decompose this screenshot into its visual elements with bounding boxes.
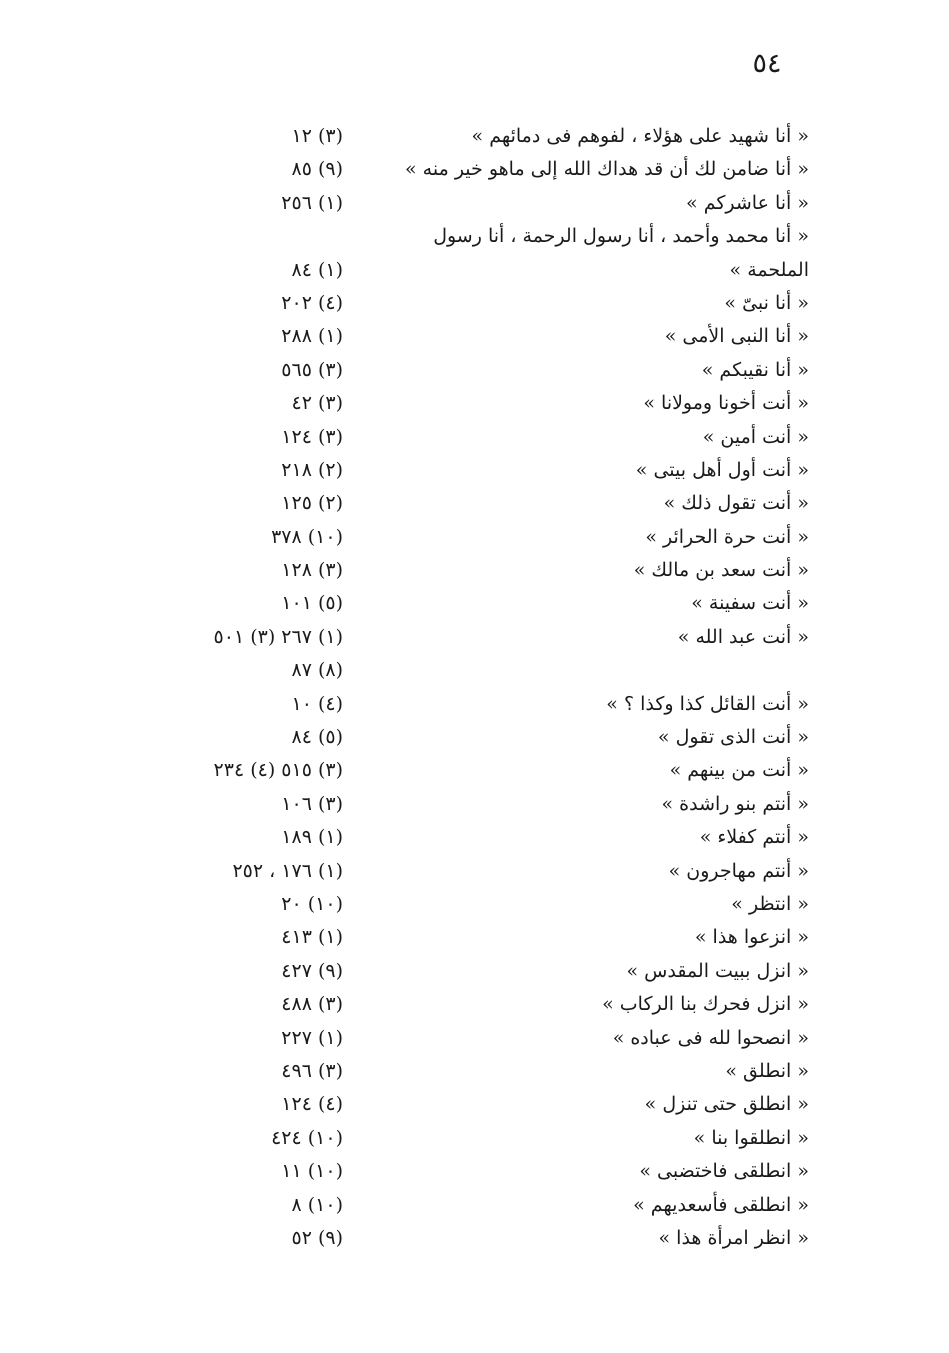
entry-ref: (٤) ١٠ (291, 692, 343, 715)
index-entry (0, 320, 949, 353)
entry-ref: (٤) ٢٠٢ (281, 291, 343, 314)
index-entry (0, 721, 949, 754)
index-entry (0, 955, 949, 988)
entry-text: « أنت الذى تقول » (657, 726, 809, 749)
entry-ref: (١) ١٨٩ (281, 826, 343, 849)
entry-ref: (١٠) ١١ (281, 1160, 343, 1183)
index-entry (0, 855, 949, 888)
entry-text: « انطلق حتى تنزل » (644, 1093, 809, 1116)
entry-text: « أنتم مهاجرون » (668, 859, 809, 882)
entry-text: « أنت حرة الحرائر » (645, 525, 809, 548)
index-entry (0, 421, 949, 454)
entry-text: « أنت القائل كذا وكذا ؟ » (606, 692, 809, 715)
entry-ref: (٩) ٤٢٧ (281, 959, 343, 982)
entry-text: « أنت من بينهم » (669, 759, 809, 782)
entry-text: « أنا النبى الأمى » (664, 325, 809, 348)
entry-ref: (٤) ١٢٤ (281, 1093, 343, 1116)
index-entry (0, 120, 949, 153)
entry-ref: (٩) ٥٢ (291, 1226, 343, 1249)
entry-ref: (١٠) ٨ (291, 1193, 343, 1216)
entry-ref: (٩) ٨٥ (291, 158, 343, 181)
entry-text: « أنا نقيبكم » (701, 358, 809, 381)
index-entry (0, 554, 949, 587)
entry-ref: (٣) ٥٦٥ (281, 358, 343, 381)
entry-ref: (٣) ١٠٦ (281, 792, 343, 815)
index-entry (0, 587, 949, 620)
entry-text: « أنت أخونا ومولانا » (643, 392, 809, 415)
entry-ref: (٥) ٨٤ (291, 726, 343, 749)
index-entry (0, 821, 949, 854)
index-entry (0, 387, 949, 420)
entry-ref: (٣) ٤٨٨ (281, 993, 343, 1016)
entry-text: « انتظر » (731, 893, 809, 915)
entry-text: « أنا ضامن لك أن قد هداك الله إلى ماهو خير منه » (405, 158, 809, 181)
entry-ref: (١٠) ٤٢٤ (271, 1126, 343, 1149)
entry-ref: (٢) ٢١٨ (281, 458, 343, 481)
index-entry (0, 487, 949, 520)
entry-text: « أنت تقول ذلك » (663, 492, 809, 515)
entry-ref: (١) ١٧٦ ، ٢٥٢ (232, 859, 343, 882)
index-entry (0, 187, 949, 220)
entry-ref: (٣) ١٢٤ (281, 425, 343, 448)
entry-ref: (١) ٢٢٧ (281, 1026, 343, 1049)
index-entry (0, 621, 949, 682)
index-entry (0, 1189, 949, 1222)
index-entry (0, 1155, 949, 1188)
entry-text: « انطلقى فأسعديهم » (633, 1193, 809, 1216)
entry-text: « انزعوا هذا » (694, 926, 809, 949)
entry-ref: (١) ٢٥٦ (281, 191, 343, 214)
entry-ref: (١٠) ٣٧٨ (271, 525, 343, 548)
index-entry (0, 521, 949, 554)
index-entry (0, 220, 949, 287)
entry-text: « أنت سفينة » (691, 592, 809, 615)
index-entry (0, 153, 949, 186)
entry-ref: (١٠) ٢٠ (281, 893, 343, 915)
entry-text: « أنت أول أهل بيتى » (635, 458, 809, 481)
entry-text: « انزل فحرك بنا الركاب » (602, 993, 809, 1016)
entry-text: « أنت سعد بن مالك » (633, 559, 809, 582)
index-entry (0, 1122, 949, 1155)
entry-ref: (٣) ١٢٨ (281, 559, 343, 582)
index-entry (0, 1022, 949, 1055)
entry-text: « انطلقى فاختضبى » (639, 1160, 809, 1183)
index-entry (0, 1088, 949, 1121)
entry-ref: (٣) ٤٩٦ (281, 1059, 343, 1082)
entry-text: « أنا نبىّ » (724, 291, 809, 314)
entry-ref-line: (٨) ٨٧ (291, 659, 343, 682)
index-entry (0, 888, 949, 921)
index-entry (0, 354, 949, 387)
entry-text: « انزل ببيت المقدس » (626, 959, 809, 982)
entry-text: « أنا عاشركم » (686, 191, 809, 214)
entry-text: « أنت عبد الله » (677, 625, 809, 648)
entry-text: « أنا محمد وأحمد ، أنا رسول الرحمة ، أنا رسول الملحمة » (433, 225, 809, 281)
entry-ref: (٣) ٤٢ (291, 392, 343, 415)
entry-text: « انظر امرأة هذا » (658, 1226, 809, 1249)
index-entries (0, 120, 949, 1255)
entry-ref (13, 621, 343, 688)
index-entry (0, 754, 949, 787)
index-entry (0, 454, 949, 487)
index-entry (0, 287, 949, 320)
entry-ref: (٣) ٥١٥ (٤) ٢٣٤ (213, 759, 343, 782)
entry-text: « أنت أمين » (702, 425, 809, 448)
entry-text: « انصحوا لله فى عباده » (612, 1026, 809, 1049)
entry-ref: (٣) ١٢ (291, 125, 343, 147)
entry-text: « انطلق » (725, 1059, 809, 1082)
page-number: ٥٤ (752, 48, 782, 79)
entry-ref: (١) ٨٤ (291, 258, 343, 281)
entry-text: « أنا شهيد على هؤلاء ، لفوهم فى دمائهم » (471, 125, 809, 147)
entry-ref-line: (١) ٢٦٧ (٣) ٥٠١ (213, 625, 343, 648)
entry-text: « أنتم بنو راشدة » (661, 792, 809, 815)
index-entry (0, 688, 949, 721)
entry-ref: (١) ٢٨٨ (281, 325, 343, 348)
entry-ref: (١) ٤١٣ (281, 926, 343, 949)
entry-text: « انطلقوا بنا » (693, 1126, 809, 1149)
index-entry (0, 788, 949, 821)
index-entry (0, 921, 949, 954)
entry-ref: (٢) ١٢٥ (281, 492, 343, 515)
entry-ref: (٥) ١٠١ (281, 592, 343, 615)
index-entry (0, 1055, 949, 1088)
index-entry (0, 988, 949, 1021)
index-entry (0, 1222, 949, 1255)
entry-text: « أنتم كفلاء » (699, 826, 809, 849)
